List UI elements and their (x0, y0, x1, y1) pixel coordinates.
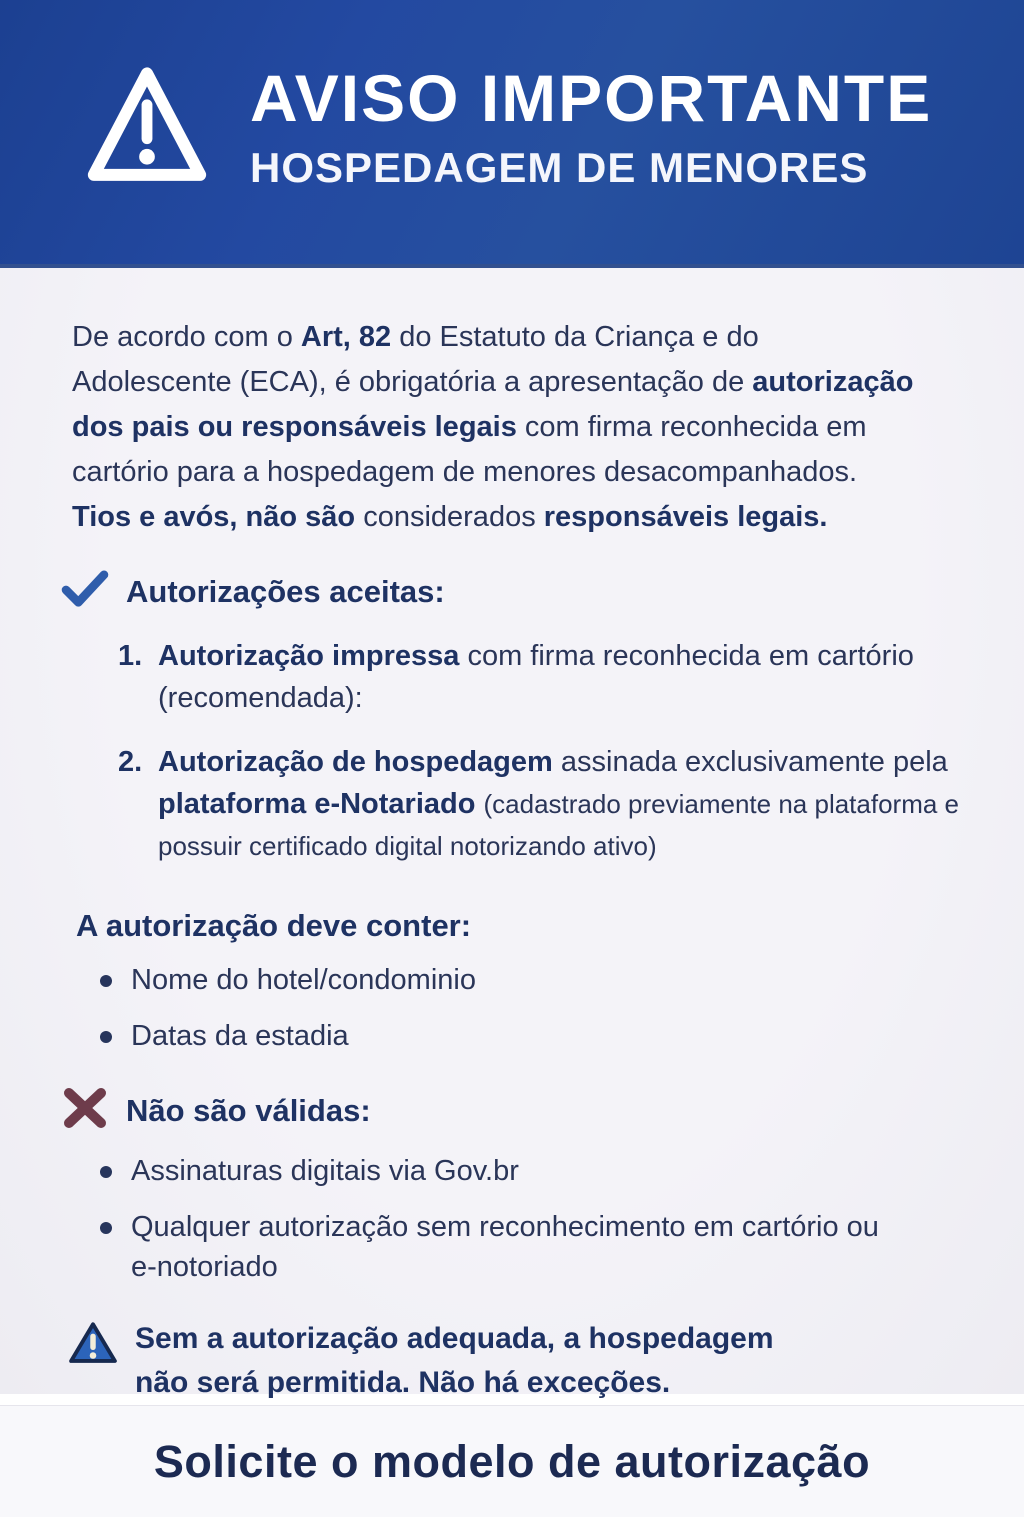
list-item (72, 741, 964, 867)
final-warning-callout (68, 1317, 964, 1405)
accepted-heading-row (62, 570, 964, 613)
list-item (72, 635, 964, 719)
notice-body (0, 268, 1024, 1405)
must-contain-section (72, 907, 964, 1056)
list-item-text: Assinaturas digitais via Gov.br (131, 1155, 519, 1188)
alert-triangle-icon (68, 1320, 118, 1371)
list-item-text: Datas da estadia (131, 1020, 349, 1053)
accepted-list (72, 635, 964, 867)
warning-triangle-icon (74, 59, 220, 204)
list-item (72, 1207, 964, 1287)
footer-text: Solicite o modelo de autorização (153, 1435, 871, 1487)
accepted-title: Autorizações aceitas: (126, 573, 445, 609)
list-item (72, 1016, 964, 1056)
accepted-section (72, 570, 964, 867)
footer-cta (0, 1405, 1024, 1517)
list-item-text: Nome do hotel/condominio (131, 964, 476, 997)
not-valid-list (72, 1151, 964, 1287)
header-text-block (250, 61, 933, 191)
x-icon (62, 1086, 108, 1135)
header-subtitle: HOSPEDAGEM DE MENORES (250, 143, 869, 191)
intro-paragraph: De acordo com o Art, 82 do Estatuto da Criança e do Adolescente (ECA), é obrigatória a apresentação de autorização dos pais ou responsáveis legais com firma reconhecida em cartório para a hospedagem de menores desacompanhados. Tios e avós, não são considerados responsáveis legais. (72, 321, 914, 533)
list-item-number: 2. (118, 746, 143, 778)
header-banner (0, 0, 1024, 268)
bullet-dot (100, 1166, 112, 1178)
list-item-text: Qualquer autorização sem reconhecimento em cartório ou e-notoriado (131, 1211, 879, 1284)
bullet-dot (100, 1222, 112, 1234)
not-valid-title: Não são válidas: (126, 1093, 371, 1129)
not-valid-heading-row (62, 1086, 964, 1135)
list-item-text: Autorização impressa com firma reconhecida em cartório (recomendada): (158, 640, 914, 714)
check-icon (62, 570, 108, 613)
final-warning-text: Sem a autorização adequada, a hospedagem não será permitida. Não há exceções. (135, 1322, 774, 1400)
list-item (72, 960, 964, 1000)
list-item-text: Autorização de hospedagem assinada exclusivamente pela plataforma e-Notariado (cadastrado previamente na plataforma e possuir certificado digital notorizando ativo) (158, 746, 960, 861)
bullet-dot (100, 975, 112, 987)
list-item (72, 1151, 964, 1191)
must-contain-list (72, 960, 964, 1056)
not-valid-section (72, 1086, 964, 1287)
bullet-dot (100, 1031, 112, 1043)
header-title: AVISO IMPORTANTE (250, 61, 933, 136)
must-contain-title: A autorização deve conter: (76, 908, 472, 943)
list-item-number: 1. (118, 640, 143, 672)
